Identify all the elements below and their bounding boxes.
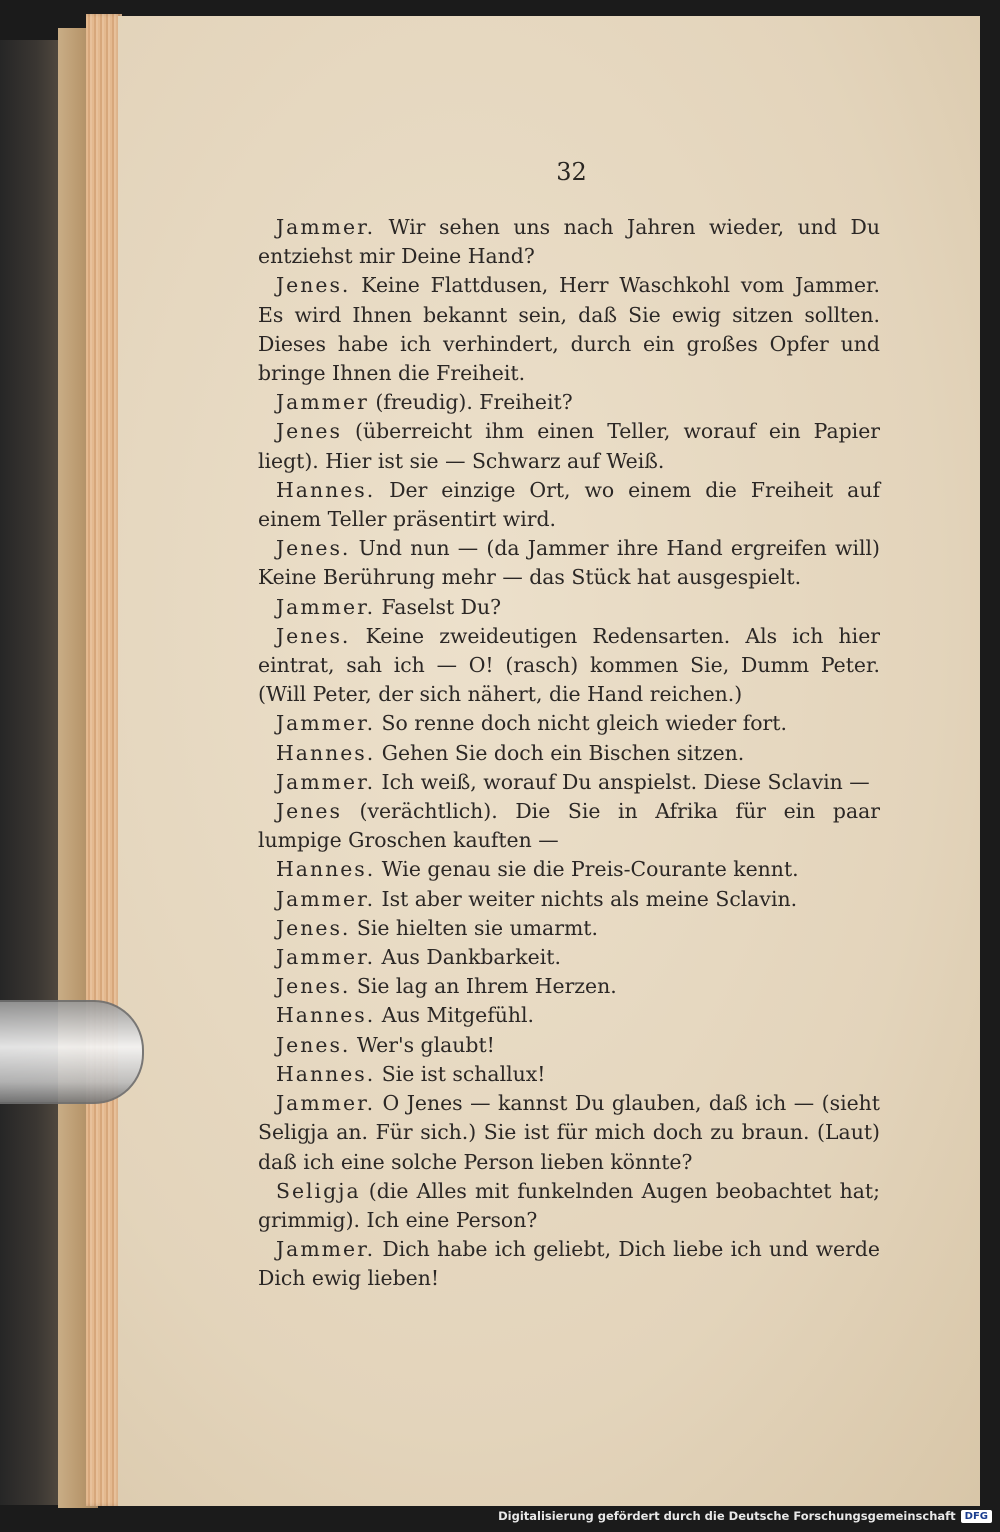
dialogue-paragraph — [258, 476, 880, 534]
speaker-name: Hannes. — [276, 740, 376, 765]
dialogue-paragraph — [258, 855, 880, 884]
speech-text: Und nun — (da Jammer ihre Hand ergreifen will) Keine Berührung mehr — das Stück hat ausgespielt. — [258, 536, 880, 590]
book-cover-edge — [0, 40, 60, 1505]
dialogue-paragraph — [258, 943, 880, 972]
speaker-name: Jenes. — [276, 273, 351, 298]
speech-text: (verächtlich). Die Sie in Afrika für ein paar lumpige Groschen kauften — — [258, 799, 881, 853]
speech-text: (freudig). Freiheit? — [375, 390, 573, 415]
speaker-name: Jenes — [276, 799, 342, 824]
speaker-name: Jammer. — [276, 1237, 376, 1262]
speech-text: (überreicht ihm einen Teller, worauf ein Papier liegt). Hier ist sie — Schwarz auf Weiß. — [258, 419, 881, 473]
dialogue-paragraph — [258, 1060, 880, 1089]
dialogue-paragraph — [258, 417, 880, 475]
speech-text: So renne doch nicht gleich wieder fort. — [381, 711, 787, 736]
speech-text: Faselst Du? — [381, 594, 502, 619]
dialogue-paragraph — [258, 797, 880, 855]
speech-text: O Jenes — kannst Du glauben, daß ich — (sieht Seligja an. Für sich.) Sie ist für mich doch zu braun. (Laut) daß ich eine solche Person lieben könnte? — [258, 1091, 880, 1174]
speaker-name: Jenes. — [276, 536, 351, 561]
speaker-name: Hannes. — [276, 857, 376, 882]
dialogue-paragraph — [258, 213, 880, 271]
dialogue-paragraph — [258, 768, 880, 797]
dialogue-paragraph — [258, 1235, 880, 1293]
dialogue-paragraph — [258, 1001, 880, 1030]
dialogue-paragraph — [258, 534, 880, 592]
speaker-name: Hannes. — [276, 1003, 376, 1028]
page-clip — [0, 1000, 144, 1104]
page-number: 32 — [556, 158, 587, 186]
dialogue-paragraph — [258, 1031, 880, 1060]
dialogue-paragraph — [258, 1177, 880, 1235]
dialogue-paragraph — [258, 739, 880, 768]
play-text — [258, 213, 880, 1294]
dialogue-paragraph — [258, 271, 880, 388]
speech-text: Wie genau sie die Preis-Courante kennt. — [381, 857, 799, 882]
speaker-name: Jammer. — [276, 945, 376, 970]
speaker-name: Hannes. — [276, 477, 376, 502]
dialogue-paragraph — [258, 388, 880, 417]
speaker-name: Jenes. — [276, 915, 351, 940]
speaker-name: Jammer. — [276, 1091, 376, 1116]
dfg-logo: DFG — [961, 1510, 992, 1523]
speech-text: Wir sehen uns nach Jahren wieder, und Du entziehst mir Deine Hand? — [258, 215, 880, 269]
dialogue-paragraph — [258, 914, 880, 943]
speaker-name: Jenes. — [276, 974, 351, 999]
speaker-name: Jammer. — [276, 215, 376, 239]
speaker-name: Jenes. — [276, 1032, 351, 1057]
speaker-name: Jammer. — [276, 769, 376, 794]
speech-text: Keine Flattdusen, Herr Waschkohl vom Jammer. Es wird Ihnen bekannt sein, daß Sie ewig sitzen sollten. Dieses habe ich verhindert, durch ein großes Opfer und bringe Ihnen die Freiheit. — [258, 273, 880, 386]
speech-text: Ist aber weiter nichts als meine Sclavin. — [381, 886, 798, 911]
speech-text: Aus Dankbarkeit. — [381, 945, 561, 970]
speech-text: Ich weiß, worauf Du anspielst. Diese Sclavin — — [381, 769, 870, 794]
speech-text: (die Alles mit funkelnden Augen beobachtet hat; grimmig). Ich eine Person? — [258, 1178, 880, 1232]
speaker-name: Hannes. — [276, 1061, 376, 1086]
dialogue-paragraph — [258, 885, 880, 914]
speech-text: Keine zweideutigen Redensarten. Als ich hier eintrat, sah ich — O! (rasch) kommen Sie, Dumm Peter. (Will Peter, der sich nähert, die Hand reichen.) — [258, 623, 881, 707]
speaker-name: Jammer — [276, 390, 369, 415]
speech-text: Aus Mitgefühl. — [381, 1003, 535, 1028]
speech-text: Sie lag an Ihrem Herzen. — [356, 974, 617, 999]
dialogue-paragraph — [258, 1089, 880, 1177]
speaker-name: Seligja — [276, 1178, 361, 1203]
dialogue-paragraph — [258, 972, 880, 1001]
speech-text: Wer's glaubt! — [356, 1032, 495, 1057]
footer — [498, 1506, 992, 1526]
speaker-name: Jammer. — [276, 594, 376, 619]
speech-text: Dich habe ich geliebt, Dich liebe ich und werde Dich ewig lieben! — [258, 1237, 880, 1291]
speech-text: Sie ist schallux! — [381, 1061, 546, 1086]
speaker-name: Jammer. — [276, 711, 376, 736]
speech-text: Gehen Sie doch ein Bischen sitzen. — [381, 740, 745, 765]
footer-text: Digitalisierung gefördert durch die Deutsche Forschungsgemeinschaft — [498, 1509, 956, 1523]
dialogue-paragraph — [258, 593, 880, 622]
dialogue-paragraph — [258, 622, 880, 710]
speaker-name: Jenes. — [276, 623, 351, 648]
speech-text: Der einzige Ort, wo einem die Freiheit auf einem Teller präsentirt wird. — [258, 477, 881, 532]
speaker-name: Jenes — [276, 419, 342, 444]
speech-text: Sie hielten sie umarmt. — [356, 915, 598, 940]
page-edges — [86, 14, 122, 1506]
dialogue-paragraph — [258, 709, 880, 738]
speaker-name: Jammer. — [276, 886, 376, 911]
